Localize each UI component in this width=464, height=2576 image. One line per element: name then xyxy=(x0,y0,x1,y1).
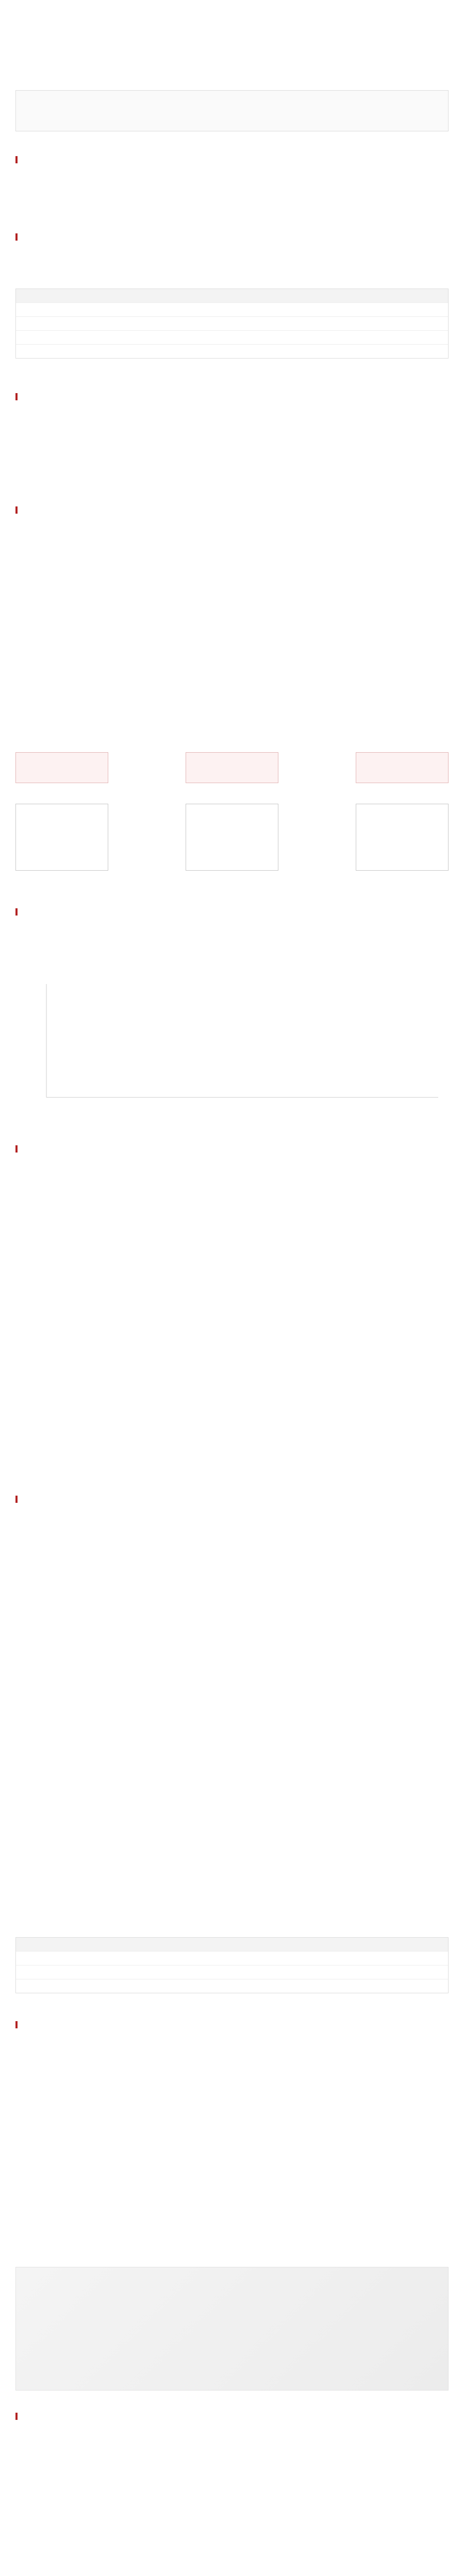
definition-table xyxy=(15,289,449,359)
table-cell xyxy=(233,1952,341,1965)
table-cell xyxy=(16,1979,124,1993)
chain-node xyxy=(356,804,449,871)
table-header-cell xyxy=(16,289,119,302)
section-heading xyxy=(15,1144,449,1154)
chain-node xyxy=(15,752,108,783)
section-marker xyxy=(15,2413,18,2420)
section-heading xyxy=(15,505,449,515)
section-heading xyxy=(15,155,449,165)
table-cell xyxy=(124,1979,233,1993)
section-body xyxy=(15,2427,449,2576)
industry-chain-diagram xyxy=(15,747,449,881)
chain-node xyxy=(356,752,449,783)
table-cell xyxy=(233,1979,341,1993)
table-row xyxy=(16,331,448,345)
section-marker xyxy=(15,1496,18,1503)
section-heading xyxy=(15,907,449,917)
market-chart xyxy=(15,963,449,1118)
meta-line xyxy=(15,65,449,73)
table-cell xyxy=(16,345,119,358)
section-marker xyxy=(15,233,18,241)
table-cell xyxy=(119,303,448,316)
section-body xyxy=(15,247,449,278)
table-cell xyxy=(233,1965,341,1979)
table-row xyxy=(16,303,448,317)
table-header-row xyxy=(16,289,448,303)
table-cell xyxy=(124,1952,233,1965)
table-cell xyxy=(16,1952,124,1965)
section-body xyxy=(15,2035,449,2251)
table-row xyxy=(16,1979,448,1993)
table-cell xyxy=(16,303,119,316)
table-header-cell xyxy=(119,289,448,302)
section-marker xyxy=(15,908,18,916)
section-marker xyxy=(15,2021,18,2028)
table-row xyxy=(16,1952,448,1965)
table-header-cell xyxy=(341,1938,448,1951)
summary-box xyxy=(15,90,449,131)
market-chart-svg xyxy=(15,963,449,1118)
document-title xyxy=(0,11,464,22)
table-header-cell xyxy=(124,1938,233,1951)
table-cell xyxy=(341,1952,448,1965)
section-body xyxy=(15,407,449,484)
report-figure xyxy=(15,2267,449,2391)
table-cell xyxy=(16,1965,124,1979)
section-marker xyxy=(15,156,18,163)
section-body xyxy=(15,1510,449,1922)
table-cell xyxy=(119,331,448,344)
table-header-cell xyxy=(16,1938,124,1951)
chain-node xyxy=(186,752,278,783)
table-row xyxy=(16,345,448,358)
section-body xyxy=(15,1159,449,1468)
section-heading xyxy=(15,1494,449,1504)
table-header-row xyxy=(16,1938,448,1952)
section-marker xyxy=(15,1145,18,1153)
section-heading xyxy=(15,392,449,402)
table-cell xyxy=(119,317,448,330)
table-cell xyxy=(16,317,119,330)
section-marker xyxy=(15,393,18,400)
table-row xyxy=(16,317,448,331)
meta-line xyxy=(15,50,449,59)
section-body xyxy=(15,170,449,216)
table-row xyxy=(16,1965,448,1979)
company-table xyxy=(15,1937,449,1993)
section-body xyxy=(15,922,449,953)
chain-node xyxy=(186,804,278,871)
section-heading xyxy=(15,2411,449,2421)
chain-node xyxy=(15,804,108,871)
section-body xyxy=(15,520,449,726)
meta-line xyxy=(15,36,449,44)
table-cell xyxy=(16,331,119,344)
table-cell xyxy=(341,1979,448,1993)
table-header-cell xyxy=(233,1938,341,1951)
section-heading xyxy=(15,2020,449,2030)
table-cell xyxy=(119,345,448,358)
section-heading xyxy=(15,232,449,242)
table-cell xyxy=(124,1965,233,1979)
table-cell xyxy=(341,1965,448,1979)
section-marker xyxy=(15,506,18,514)
